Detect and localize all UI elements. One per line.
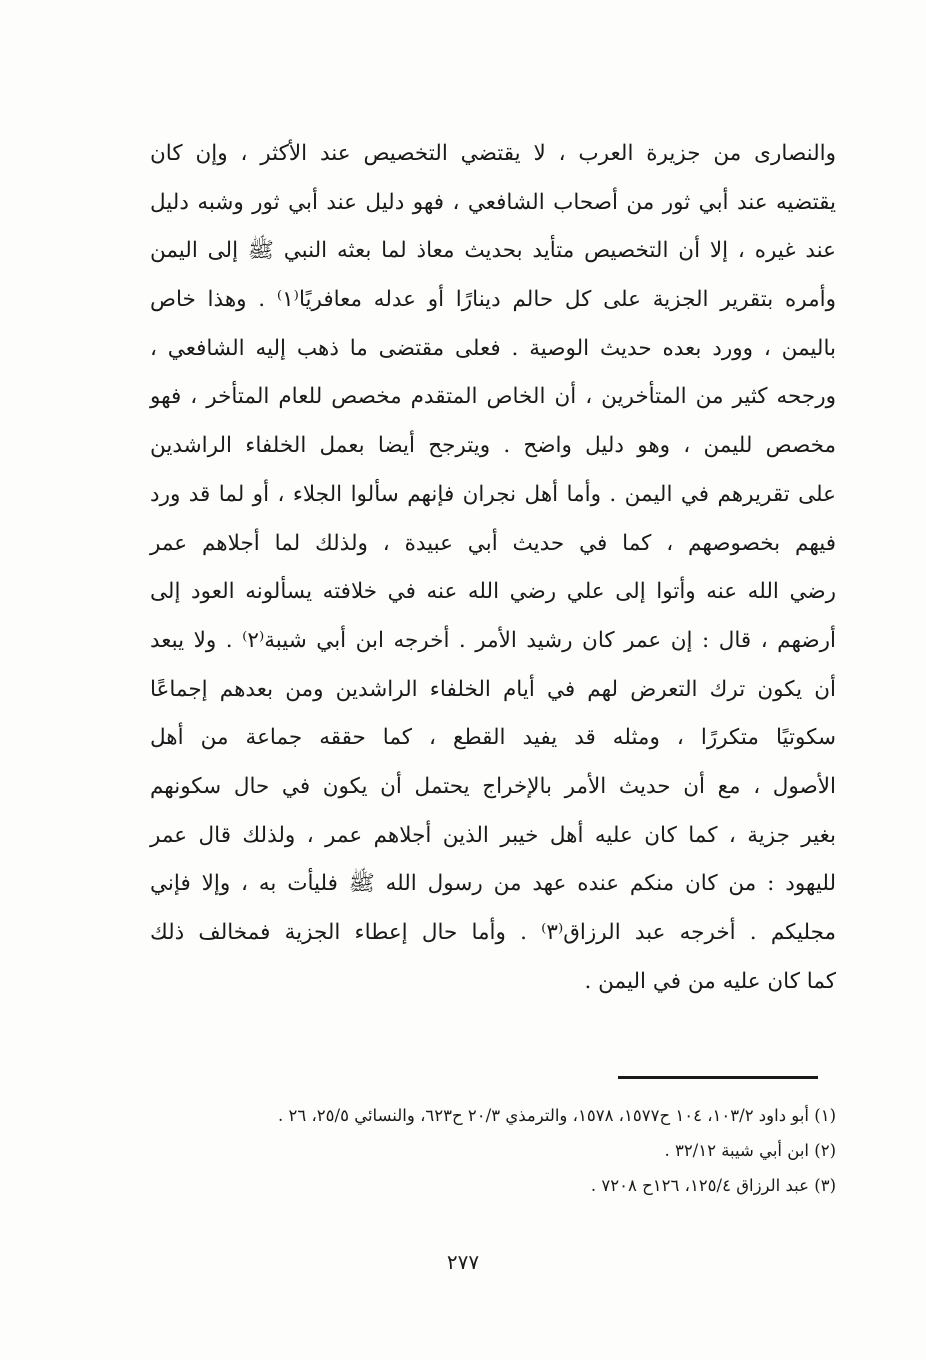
text-line: أرضهم ، قال : إن عمر كان رشيد الأمر . أخرجه ابن أبي شيبة⁽٢⁾ . ولا يبعد — [150, 627, 836, 653]
text-line: فيهم بخصوصهم ، كما في حديث أبي عبيدة ، ولذلك لما أجلاهم عمر — [150, 530, 836, 556]
text-line: عند غيره ، إلا أن التخصيص متأيد بحديث معاذ لما بعثه النبي ﷺ إلى اليمن — [150, 238, 836, 264]
main-text — [150, 130, 836, 1006]
footnote-separator — [618, 1076, 818, 1079]
footnotes — [150, 1098, 836, 1203]
text-line: الأصول ، مع أن حديث الأمر بالإخراج يحتمل أن يكون في حال سكونهم — [150, 773, 836, 799]
footnote-1: (١) أبو داود ١٠٣/٢، ١٠٤ ح١٥٧٧، ١٥٧٨، والترمذي ٢٠/٣ ح٦٢٣، والنسائي ٢٥/٥، ٢٦ . — [277, 1106, 836, 1125]
footnote-2: (٢) ابن أبي شيبة ٣٢/١٢ . — [664, 1141, 836, 1160]
text-line: سكوتيًا متكررًا ، ومثله قد يفيد القطع ، كما حققه جماعة من أهل — [150, 725, 836, 751]
text-line: باليمن ، وورد بعده حديث الوصية . فعلى مقتضى ما ذهب إليه الشافعي ، — [150, 335, 836, 361]
footnote-3: (٣) عبد الرزاق ١٢٥/٤، ١٢٦ح ٧٢٠٨ . — [590, 1176, 836, 1195]
text-line: والنصارى من جزيرة العرب ، لا يقتضي التخصيص عند الأكثر ، وإن كان — [150, 141, 836, 166]
text-line: مخصص لليمن ، وهو دليل واضح . ويترجح أيضا بعمل الخلفاء الراشدين — [150, 433, 836, 459]
text-line: بغير جزية ، كما كان عليه أهل خيبر الذين أجلاهم عمر ، ولذلك قال عمر — [150, 822, 836, 848]
text-line-last: كما كان عليه من في اليمن . — [584, 968, 836, 994]
text-line: ورجحه كثير من المتأخرين ، أن الخاص المتقدم مخصص للعام المتأخر ، فهو — [150, 384, 836, 410]
text-line: رضي الله عنه وأتوا إلى علي رضي الله عنه في خلافته يسألونه العود إلى — [150, 579, 836, 605]
text-line: أن يكون ترك التعرض لهم في أيام الخلفاء الراشدين ومن بعدهم إجماعًا — [150, 676, 836, 702]
page-number: ٢٧٧ — [446, 1250, 480, 1274]
text-line: على تقريرهم في اليمن . وأما أهل نجران فإنهم سألوا الجلاء ، أو لما قد ورد — [150, 481, 836, 507]
text-line: وأمره بتقرير الجزية على كل حالم دينارًا أو عدله معافريًا⁽١⁾ . وهذا خاص — [150, 287, 836, 313]
text-line: يقتضيه عند أبي ثور من أصحاب الشافعي ، فهو دليل عند أبي ثور وشبه دليل — [150, 189, 836, 215]
text-line: لليهود : من كان منكم عنده عهد من رسول الله ﷺ فليأت به ، وإلا فإني — [150, 871, 836, 897]
text-line: مجليكم . أخرجه عبد الرزاق⁽٣⁾ . وأما حال إعطاء الجزية فمخالف ذلك — [150, 920, 836, 945]
